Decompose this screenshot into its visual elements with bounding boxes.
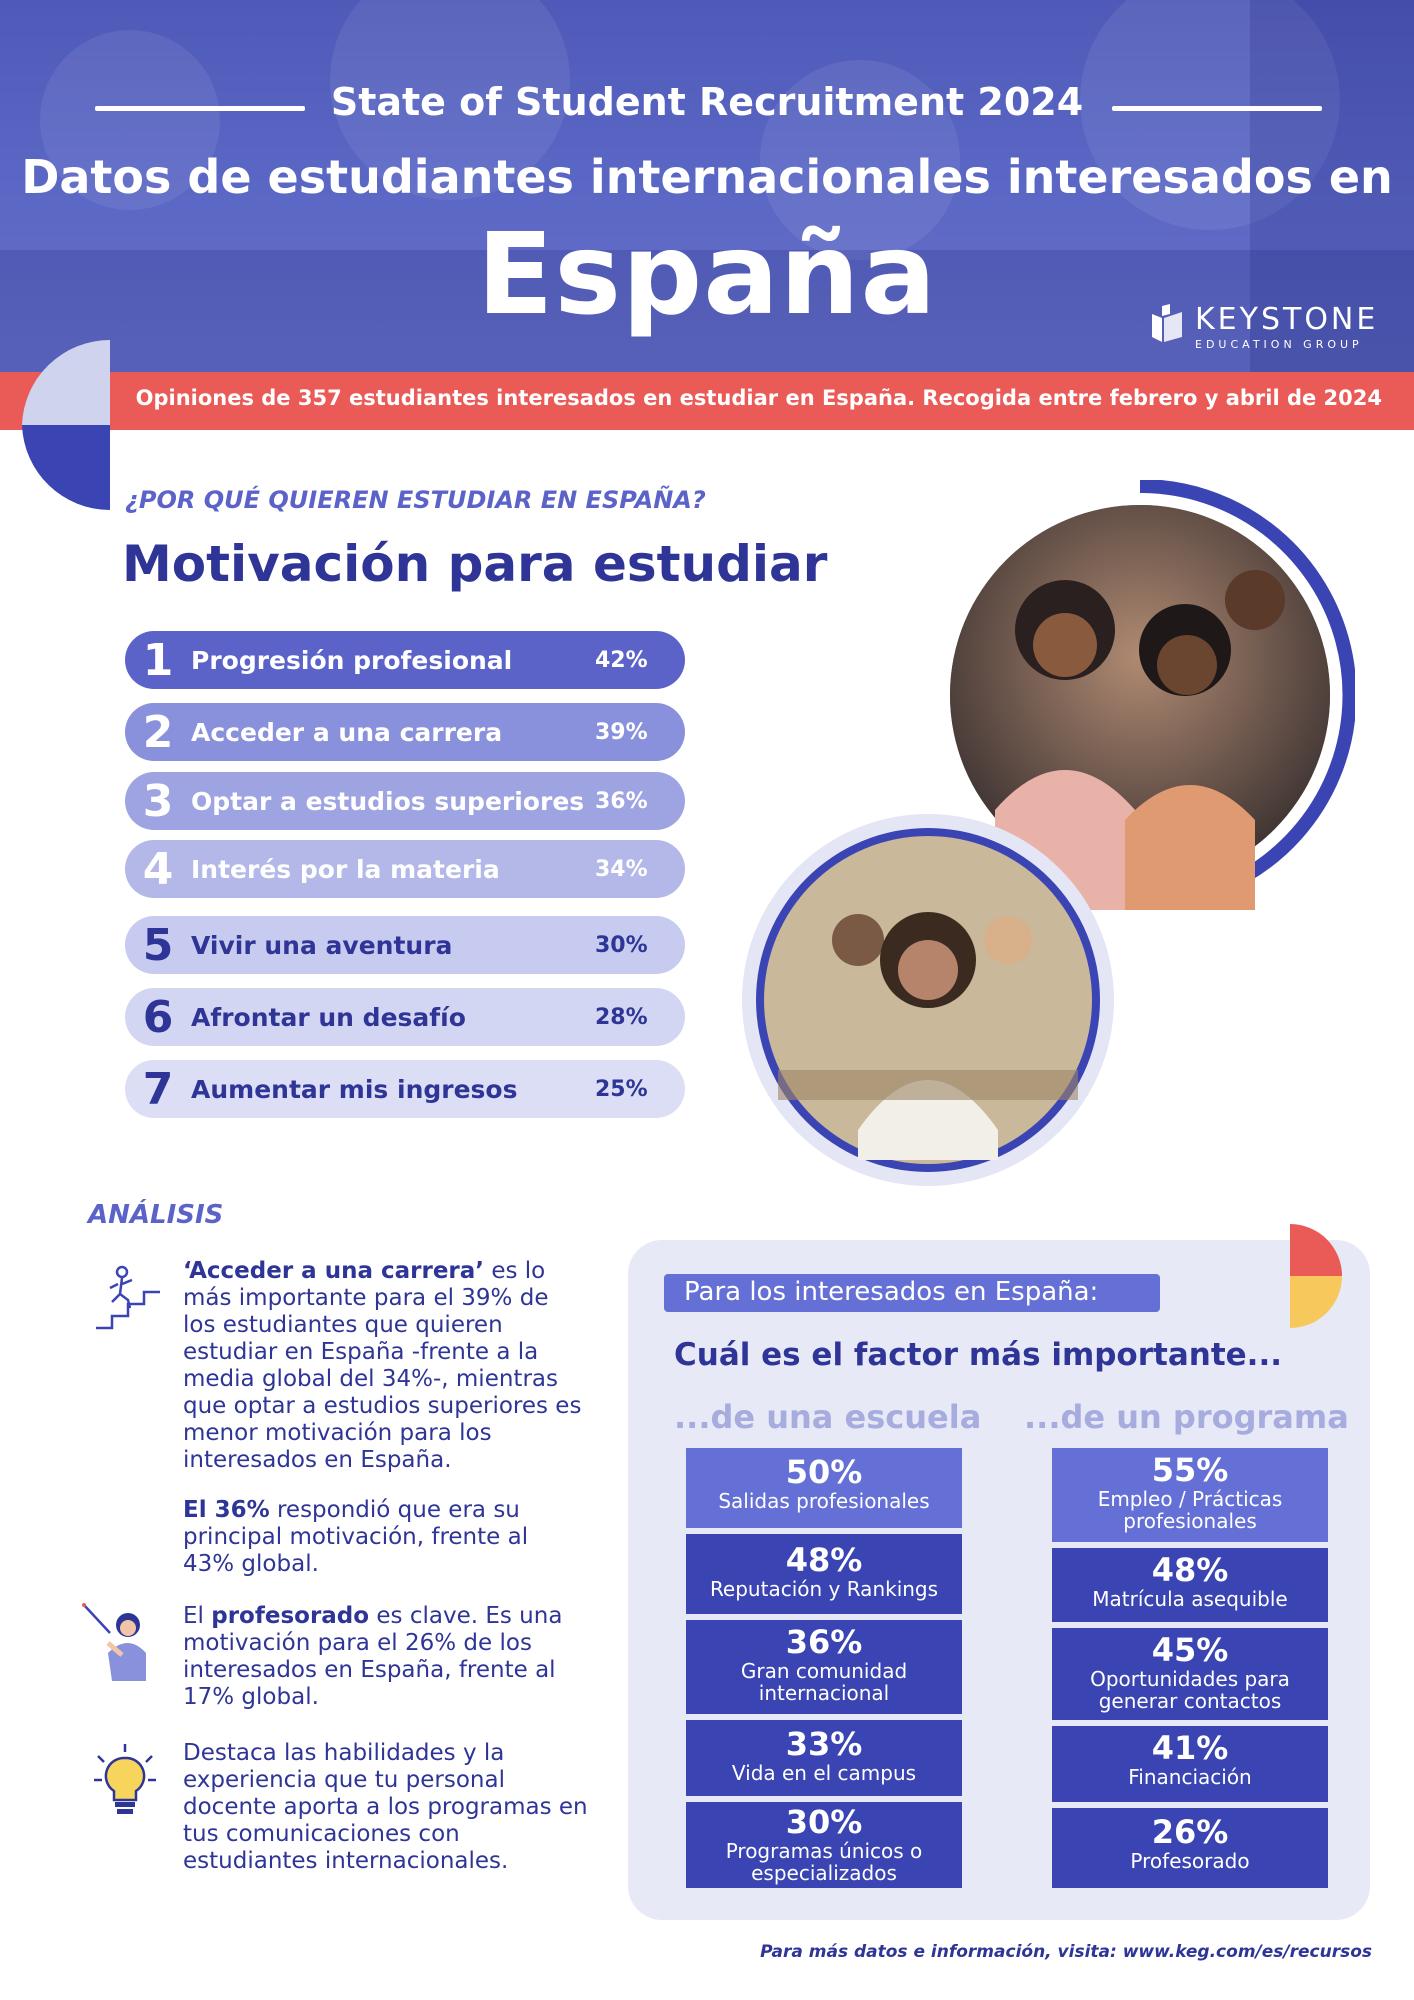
analysis-paragraph-faculty xyxy=(183,1603,583,1711)
analysis-title: ANÁLISIS xyxy=(88,1200,224,1230)
career-stairs-icon xyxy=(92,1262,164,1334)
factors-question: Cuál es el factor más importante... xyxy=(674,1337,1282,1373)
motivation-label: Acceder a una carrera xyxy=(191,717,503,747)
school-factor xyxy=(686,1534,962,1614)
factor-label: Empleo / Prácticas profesionales xyxy=(1097,1487,1283,1533)
program-factor xyxy=(1052,1726,1328,1802)
motivation-rank: 4 xyxy=(142,843,174,895)
factor-label: Vida en el campus xyxy=(731,1761,917,1785)
lightbulb-icon xyxy=(92,1742,158,1818)
program-factor xyxy=(1052,1808,1328,1888)
decorative-half-circles xyxy=(0,340,110,510)
analysis-text: es lo más importante para el 39% de los estudiantes que quieren estudiar en España -frente a la media global del 34%-, mientras que optar a estudios superiores es menor motivación para los interesados en España. xyxy=(183,1258,582,1473)
factor-percent: 48% xyxy=(1151,1551,1229,1589)
motivation-percent: 30% xyxy=(595,932,648,958)
keystone-logo xyxy=(1150,300,1380,360)
motivation-rank: 5 xyxy=(142,919,174,971)
factor-label: Profesorado xyxy=(1130,1849,1250,1873)
motivation-item xyxy=(125,988,685,1046)
motivation-rank: 2 xyxy=(142,706,174,758)
program-factor xyxy=(1052,1628,1328,1720)
motivation-percent: 34% xyxy=(595,856,648,882)
footer-more-info-link[interactable]: Para más datos e información, visita: www.keg.com/es/recursos xyxy=(760,1942,1372,1962)
motivation-item xyxy=(125,772,685,830)
factor-percent: 30% xyxy=(785,1803,863,1841)
analysis-paragraph-career xyxy=(183,1258,583,1474)
keystone-logo-icon xyxy=(1150,304,1184,344)
factor-label: Salidas profesionales xyxy=(718,1489,930,1513)
motivation-rank: 3 xyxy=(142,775,174,827)
factor-percent: 50% xyxy=(785,1453,863,1491)
motivation-rank: 7 xyxy=(142,1063,174,1115)
school-factor xyxy=(686,1620,962,1714)
school-factor xyxy=(686,1802,962,1888)
factor-percent: 26% xyxy=(1151,1813,1229,1851)
factor-label: Oportunidades para generar contactos xyxy=(1090,1667,1290,1713)
motivation-percent: 36% xyxy=(595,788,648,814)
teacher-icon xyxy=(82,1603,158,1683)
factor-percent: 33% xyxy=(785,1725,863,1763)
analysis-highlight: El 36% xyxy=(183,1497,270,1523)
logo-subtitle: EDUCATION GROUP xyxy=(1195,338,1363,351)
analysis-paragraph-tip: Destaca las habilidades y la experiencia que tu personal docente aporta a los programas en tus comunicaciones con estudiantes internacionales. xyxy=(183,1740,588,1874)
factor-label: Gran comunidad internacional xyxy=(740,1659,908,1705)
factor-label: Matrícula asequible xyxy=(1092,1587,1288,1611)
motivation-percent: 39% xyxy=(595,719,648,745)
motivation-label: Aumentar mis ingresos xyxy=(191,1074,518,1104)
motivation-rank: 6 xyxy=(142,991,174,1043)
analysis-paragraph-studies xyxy=(183,1497,583,1578)
motivation-label: Optar a estudios superiores xyxy=(191,786,585,816)
motivation-title: Motivación para estudiar xyxy=(122,535,828,593)
analysis-text: respondió que era su principal motivación, frente al 43% global. xyxy=(183,1497,529,1577)
motivation-label: Progresión profesional xyxy=(191,645,513,675)
factor-percent: 45% xyxy=(1151,1631,1229,1669)
report-subtitle: Datos de estudiantes internacionales interesados en xyxy=(21,150,1393,204)
motivation-percent: 25% xyxy=(595,1076,648,1102)
school-column-heading: ...de una escuela xyxy=(674,1398,982,1436)
motivation-percent: 28% xyxy=(595,1004,648,1030)
factor-label: Reputación y Rankings xyxy=(709,1577,939,1601)
country-title: España xyxy=(476,210,938,340)
factor-percent: 48% xyxy=(785,1541,863,1579)
program-column-heading: ...de un programa xyxy=(1024,1398,1349,1436)
motivation-label: Interés por la materia xyxy=(191,854,500,884)
logo-wordmark: KEYSTONE xyxy=(1195,302,1379,337)
school-factor xyxy=(686,1720,962,1796)
motivation-label: Afrontar un desafío xyxy=(191,1002,466,1032)
student-classroom-photo xyxy=(738,810,1118,1190)
motivation-percent: 42% xyxy=(595,647,648,673)
motivation-item xyxy=(125,631,685,689)
motivation-label: Vivir una aventura xyxy=(191,930,453,960)
analysis-highlight: ‘Acceder a una carrera’ xyxy=(183,1258,485,1284)
analysis-text: El xyxy=(183,1603,212,1629)
motivation-rank: 1 xyxy=(142,634,174,686)
decorative-quarter-circles xyxy=(1290,1224,1344,1328)
survey-info-banner: Opiniones de 357 estudiantes interesados en estudiar en España. Recogida entre febrero y abril de 2024 xyxy=(0,372,1414,430)
factor-label: Programas únicos o especializados xyxy=(725,1839,923,1885)
factor-percent: 41% xyxy=(1151,1729,1229,1767)
school-factor xyxy=(686,1448,962,1528)
motivation-item xyxy=(125,840,685,898)
motivation-item xyxy=(125,703,685,761)
factor-percent: 36% xyxy=(785,1623,863,1661)
motivation-item xyxy=(125,1060,685,1118)
motivation-question: ¿POR QUÉ QUIEREN ESTUDIAR EN ESPAÑA? xyxy=(125,486,706,514)
factor-percent: 55% xyxy=(1151,1451,1229,1489)
analysis-text: es clave. Es una motivación para el 26% de los interesados en España, frente al 17% global. xyxy=(183,1603,563,1710)
motivation-item xyxy=(125,916,685,974)
analysis-highlight: profesorado xyxy=(211,1603,370,1629)
report-kicker: State of Student Recruitment 2024 xyxy=(330,80,1084,124)
factor-label: Financiación xyxy=(1128,1765,1252,1789)
program-factor xyxy=(1052,1548,1328,1622)
program-factor xyxy=(1052,1448,1328,1542)
factors-tag: Para los interesados en España: xyxy=(664,1274,1160,1312)
